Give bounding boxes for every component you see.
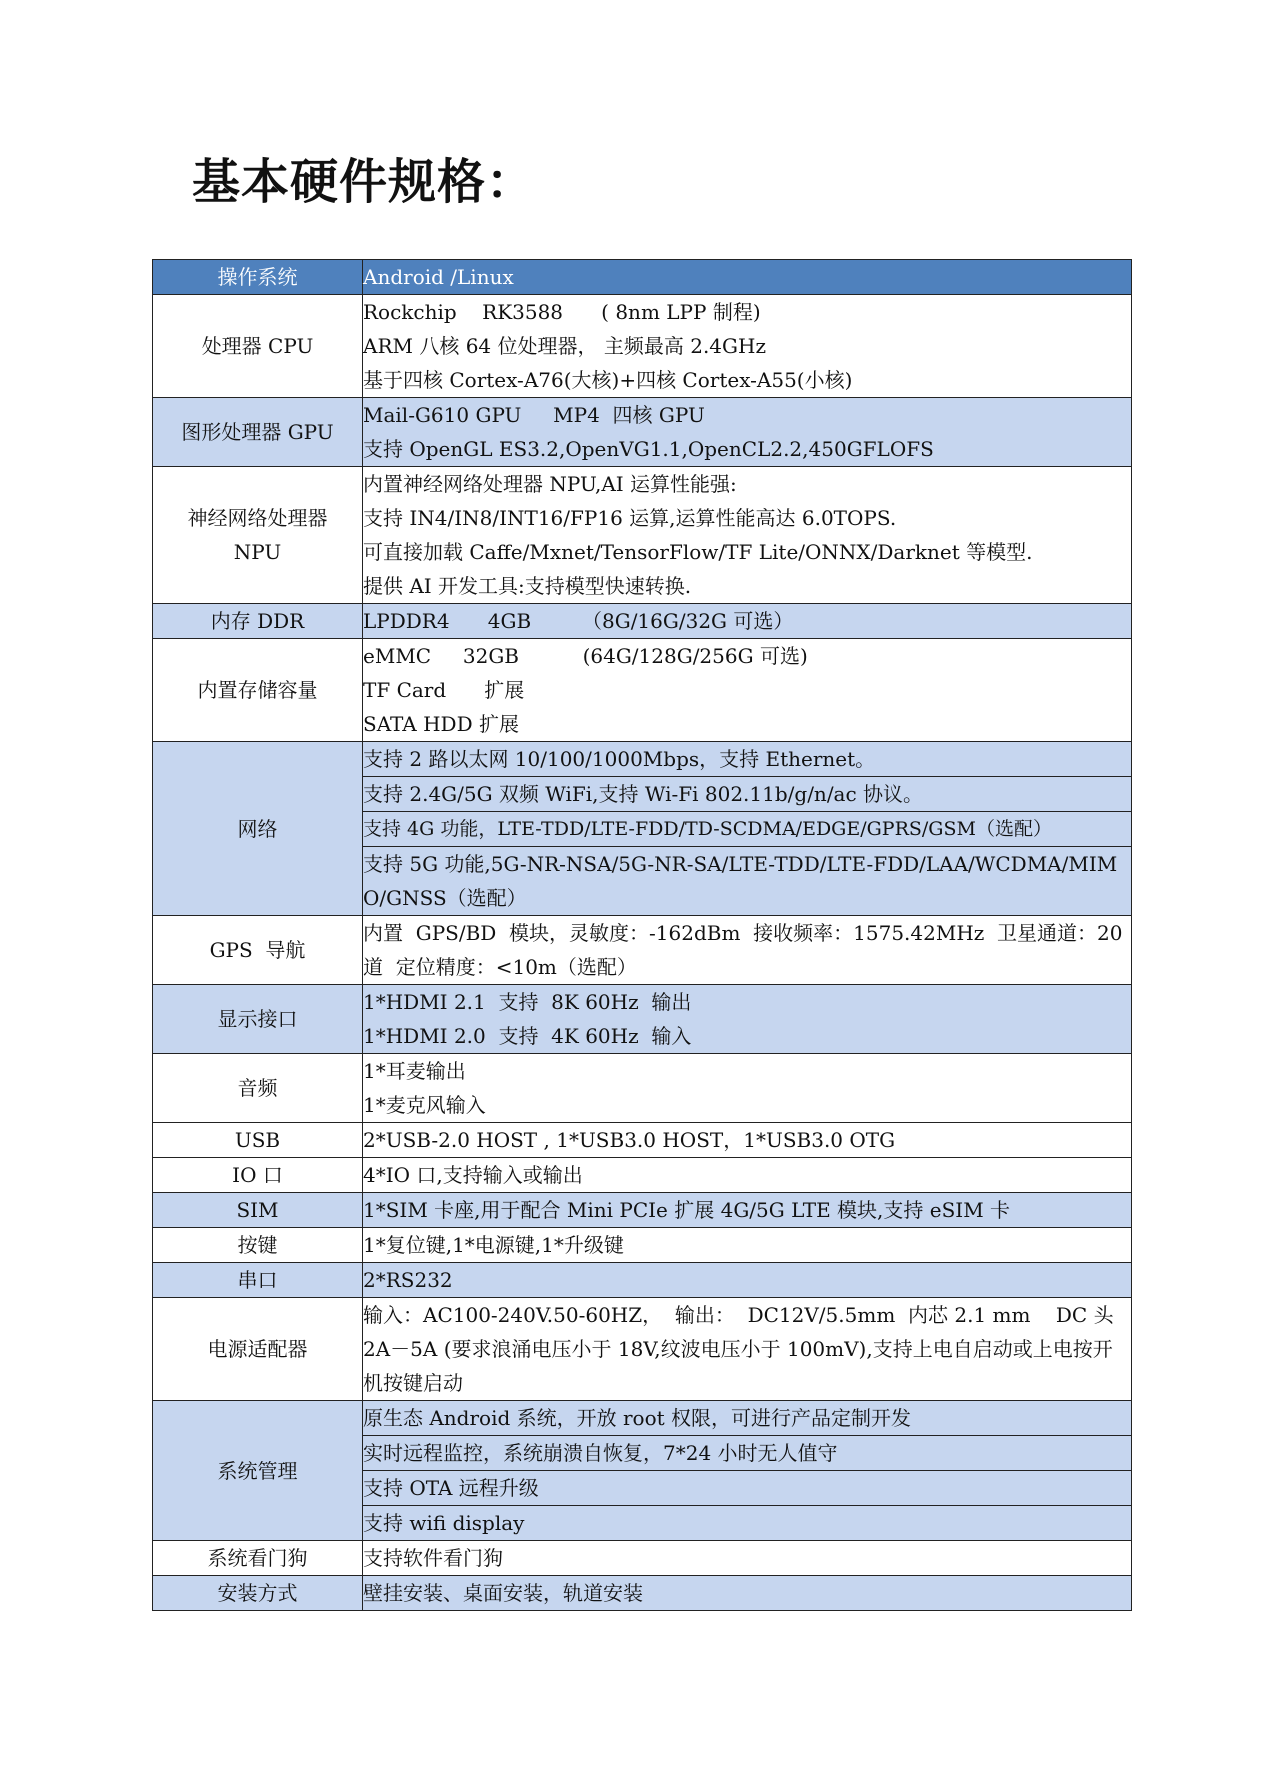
row-value: [363, 1436, 1132, 1471]
table-row: [153, 1541, 1132, 1576]
table-row: [153, 1401, 1132, 1436]
value-line: LPDDR4 4GB （8G/16G/32G 可选）: [363, 609, 794, 633]
value-line: 可直接加载 Caffe/Mxnet/TensorFlow/TF Lite/ONNX/Darknet 等模型.: [363, 540, 1033, 564]
row-label-gps: GPS 导航: [153, 916, 363, 985]
value-line: 原生态 Android 系统，开放 root 权限，可进行产品定制开发: [363, 1406, 912, 1430]
value-line: 支持 2 路以太网 10/100/1000Mbps，支持 Ethernet。: [363, 747, 876, 771]
page-title: 基本硬件规格：: [192, 154, 536, 210]
row-value: [363, 916, 1132, 985]
value-line: Mail-G610 GPU MP4 四核 GPU: [363, 403, 705, 427]
row-value: [363, 1054, 1132, 1123]
row-label-serial: 串口: [153, 1263, 363, 1298]
value-line: TF Card 扩展: [363, 678, 525, 702]
value-line: 支持 5G 功能,5G-NR-NSA/5G-NR-SA/LTE-TDD/LTE-FDD/LAA/WCDMA/MIMO/GNSS（选配）: [363, 852, 1118, 910]
value-line: 提供 AI 开发工具:支持模型快速转换.: [363, 574, 692, 598]
value-line: ARM 八核 64 位处理器， 主频最高 2.4GHz: [363, 334, 766, 358]
row-value: [363, 812, 1132, 847]
value-line: 实时远程监控，系统崩溃自恢复，7*24 小时无人值守: [363, 1441, 838, 1465]
row-value: [363, 777, 1132, 812]
table-row: [153, 1228, 1132, 1263]
table-row: [153, 1193, 1132, 1228]
row-value: [363, 847, 1132, 916]
value-line: 支持 2.4G/5G 双频 WiFi,支持 Wi-Fi 802.11b/g/n/ac 协议。: [363, 782, 924, 806]
row-value: [363, 1123, 1132, 1158]
row-value: [363, 295, 1132, 398]
row-label-display: 显示接口: [153, 985, 363, 1054]
row-label-npu: [153, 467, 363, 604]
row-value: [363, 1576, 1132, 1611]
row-label-audio: 音频: [153, 1054, 363, 1123]
value-line: 内置神经网络处理器 NPU,AI 运算性能强:: [363, 472, 737, 496]
row-label-network: 网络: [153, 742, 363, 916]
value-line: eMMC 32GB (64G/128G/256G 可选): [363, 644, 808, 668]
value-line: 1*复位键,1*电源键,1*升级键: [363, 1233, 624, 1257]
row-value: [363, 985, 1132, 1054]
value-line: 1*HDMI 2.1 支持 8K 60Hz 输出: [363, 990, 692, 1014]
row-label-io: IO 口: [153, 1158, 363, 1193]
row-value: [363, 604, 1132, 639]
row-value: [363, 260, 1132, 295]
value-line: 4*IO 口,支持输入或输出: [363, 1163, 583, 1187]
row-value: [363, 1263, 1132, 1298]
row-label-usb: USB: [153, 1123, 363, 1158]
row-label-mounting: 安装方式: [153, 1576, 363, 1611]
row-value: [363, 639, 1132, 742]
npu-label-text: 神经网络处理器 NPU: [187, 506, 328, 564]
table-row: [153, 1123, 1132, 1158]
row-value: [363, 1401, 1132, 1436]
table-row: [153, 1054, 1132, 1123]
row-label-watchdog: 系统看门狗: [153, 1541, 363, 1576]
table-row: [153, 1576, 1132, 1611]
row-label-power: 电源适配器: [153, 1298, 363, 1401]
table-row: [153, 916, 1132, 985]
row-label-storage: 内置存储容量: [153, 639, 363, 742]
row-value: [363, 398, 1132, 467]
hardware-spec-table: [152, 259, 1132, 1611]
row-label-cpu: 处理器 CPU: [153, 295, 363, 398]
row-value: [363, 1298, 1132, 1401]
value-line: 支持 IN4/IN8/INT16/FP16 运算,运算性能高达 6.0TOPS.: [363, 506, 897, 530]
row-label-system-management: 系统管理: [153, 1401, 363, 1541]
row-label-ddr: 内存 DDR: [153, 604, 363, 639]
row-value: [363, 1506, 1132, 1541]
value-line: SATA HDD 扩展: [363, 712, 519, 736]
table-row: [153, 604, 1132, 639]
value-line: 支持 OTA 远程升级: [363, 1476, 539, 1500]
value-line: 支持 4G 功能，LTE-TDD/LTE-FDD/TD-SCDMA/EDGE/GPRS/GSM（选配）: [363, 818, 1052, 840]
value-line: 支持 OpenGL ES3.2,OpenVG1.1,OpenCL2.2,450GFLOFS: [363, 437, 934, 461]
row-label-gpu: 图形处理器 GPU: [153, 398, 363, 467]
table-row: [153, 260, 1132, 295]
value-line: 内置 GPS/BD 模块，灵敏度：-162dBm 接收频率：1575.42MHz 卫星通道：20 道 定位精度：<10m（选配）: [363, 921, 1129, 979]
value-line: 2*USB-2.0 HOST , 1*USB3.0 HOST，1*USB3.0 OTG: [363, 1128, 896, 1152]
row-label-sim: SIM: [153, 1193, 363, 1228]
row-label-buttons: 按键: [153, 1228, 363, 1263]
row-value: [363, 1228, 1132, 1263]
value-line: 支持 wifi display: [363, 1511, 525, 1535]
value-line: Rockchip RK3588 ( 8nm LPP 制程): [363, 300, 761, 324]
table-row: [153, 1263, 1132, 1298]
value-line: 2*RS232: [363, 1268, 453, 1292]
table-row: [153, 985, 1132, 1054]
value-line: Android /Linux: [363, 265, 514, 289]
value-line: 1*麦克风输入: [363, 1093, 486, 1117]
row-value: [363, 1541, 1132, 1576]
row-label-os: 操作系统: [153, 260, 363, 295]
value-line: 壁挂安装、桌面安装，轨道安装: [363, 1581, 643, 1605]
value-line: 基于四核 Cortex-A76(大核)+四核 Cortex-A55(小核): [363, 368, 853, 392]
value-line: 输入：AC100-240V.50-60HZ， 输出： DC12V/5.5mm 内芯 2.1 mm DC 头 2A－5A (要求浪涌电压小于 18V,纹波电压小于 100mV),支持上电自启动或上电按开机按键启动: [363, 1303, 1120, 1395]
value-line: 1*SIM 卡座,用于配合 Mini PCIe 扩展 4G/5G LTE 模块,支持 eSIM 卡: [363, 1198, 1011, 1222]
value-line: 1*HDMI 2.0 支持 4K 60Hz 输入: [363, 1024, 692, 1048]
table-row: [153, 398, 1132, 467]
row-value: [363, 467, 1132, 604]
value-line: 1*耳麦输出: [363, 1059, 466, 1083]
value-line: 支持软件看门狗: [363, 1546, 503, 1570]
table-row: [153, 467, 1132, 604]
row-value: [363, 1471, 1132, 1506]
table-row: [153, 295, 1132, 398]
row-value: [363, 742, 1132, 777]
row-value: [363, 1158, 1132, 1193]
table-row: [153, 639, 1132, 742]
row-value: [363, 1193, 1132, 1228]
table-row: [153, 1158, 1132, 1193]
table-row: [153, 1298, 1132, 1401]
table-row: [153, 742, 1132, 777]
